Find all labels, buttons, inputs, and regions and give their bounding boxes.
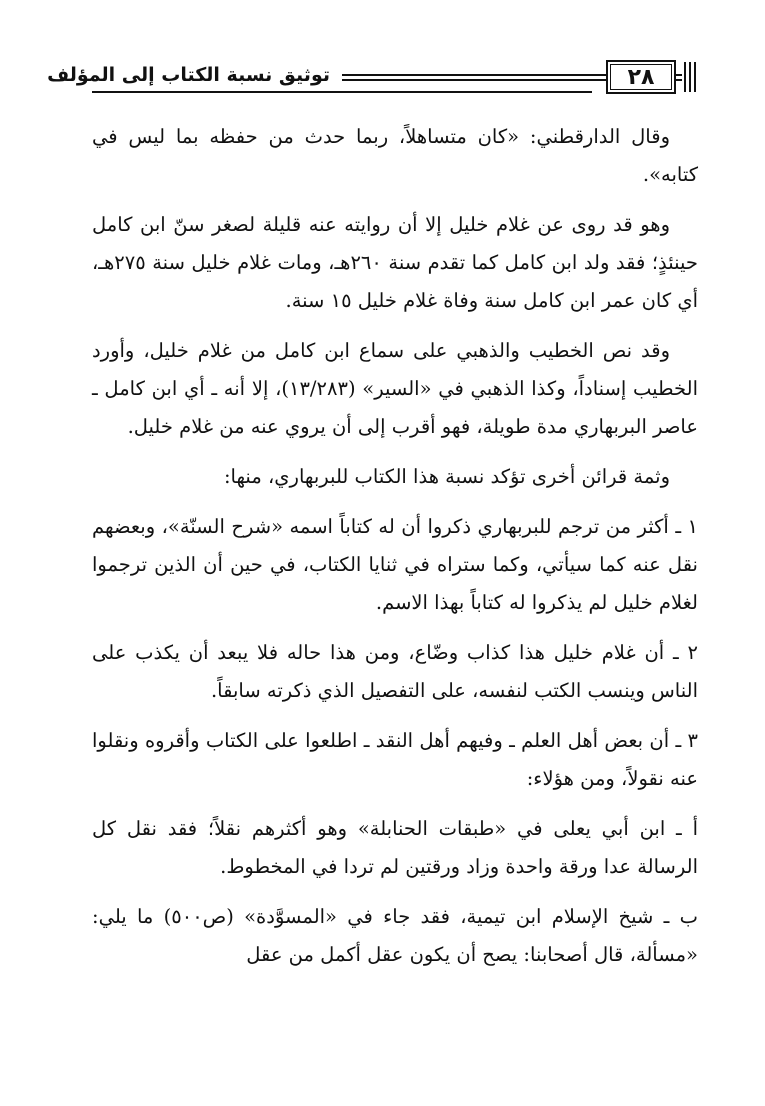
sub-item-a: أ ـ ابن أبي يعلى في «طبقات الحنابلة» وهو أكثرهم نقلاً؛ فقد نقل كل الرسالة عدا ورقة واحدة وزاد ورقتين لم تردا في المخطوط. xyxy=(92,817,698,878)
list-item-2: ٢ ـ أن غلام خليل هذا كذاب وضّاع، ومن هذا حاله فلا يبعد أن يكذب على الناس وينسب الكتب لنفسه، على التفصيل الذي ذكرته سابقاً. xyxy=(92,641,698,702)
ornament-bar xyxy=(689,62,691,92)
list-item-3: ٣ ـ أن بعض أهل العلم ـ وفيهم أهل النقد ـ اطلعوا على الكتاب وأقروه ونقلوا عنه نقولاً، ومن هؤلاء: xyxy=(92,729,698,790)
header-rule-bottom xyxy=(92,91,592,93)
paragraph-daraqutni-quote: وقال الدارقطني: «كان متساهلاً، ربما حدث من حفظه بما ليس في كتابه». xyxy=(92,125,698,186)
chapter-title: توثيق نسبة الكتاب إلى المؤلف xyxy=(47,64,330,86)
ornament-bar xyxy=(694,62,696,92)
page-number-box xyxy=(606,60,676,94)
paragraph-khatib-dhahabi: وقد نص الخطيب والذهبي على سماع ابن كامل من غلام خليل، وأورد الخطيب إسناداً، وكذا الذهبي في «السير» (١٣/٢٨٣)، إلا أنه ـ أي ابن كامل ـ عاصر البربهاري مدة طويلة، فهو أقرب إلى أن يروي عنه من غلام خليل. xyxy=(92,339,698,438)
paragraph-narration-age: وهو قد روى عن غلام خليل إلا أن روايته عنه قليلة لصغر سنّ ابن كامل حينئذٍ؛ فقد ولد ابن كامل كما تقدم سنة ٢٦٠هـ، ومات غلام خليل سنة ٢٧٥هـ، أي كان عمر ابن كامل سنة وفاة غلام خليل ١٥ سنة. xyxy=(92,213,698,312)
header-ornament-bars xyxy=(682,62,700,92)
ornament-bar xyxy=(684,62,686,92)
paragraph-other-evidence: وثمة قرائن أخرى تؤكد نسبة هذا الكتاب للبربهاري، منها: xyxy=(223,465,670,488)
page-body xyxy=(92,118,698,974)
list-item-1: ١ ـ أكثر من ترجم للبربهاري ذكروا أن له كتاباً اسمه «شرح السنّة»، وبعضهم نقل عنه كما سيأتي، وكما ستراه في ثنايا الكتاب، في حين أن الذين ترجموا لغلام خليل لم يذكروا له كتاباً بهذا الاسم. xyxy=(92,515,698,614)
running-header xyxy=(47,58,700,98)
page-number: ٢٨ xyxy=(627,65,655,90)
sub-item-b: ب ـ شيخ الإسلام ابن تيمية، فقد جاء في «المسوَّدة» (ص٥٠٠) ما يلي: «مسألة، قال أصحابنا: يصح أن يكون عقل أكمل من عقل xyxy=(92,905,698,966)
